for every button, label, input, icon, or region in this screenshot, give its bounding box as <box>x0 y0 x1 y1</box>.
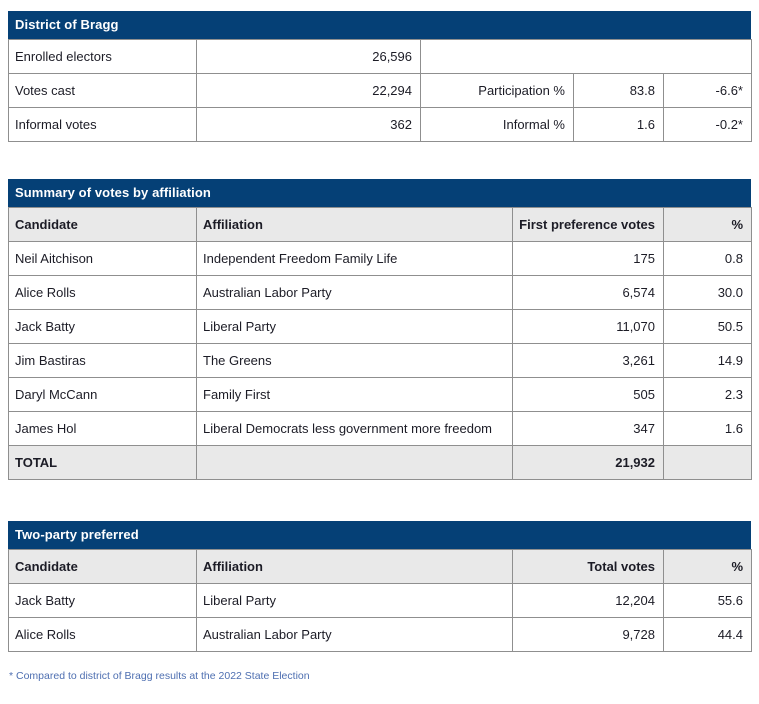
candidate-name: Jim Bastiras <box>9 344 197 378</box>
candidate-name: Jack Batty <box>9 584 197 618</box>
stat-value: 362 <box>197 108 421 142</box>
table-row <box>9 310 752 344</box>
votes: 11,070 <box>513 310 664 344</box>
affiliation: Liberal Party <box>197 584 513 618</box>
percent: 1.6 <box>664 412 752 446</box>
affiliation: Family First <box>197 378 513 412</box>
table-row <box>9 108 752 142</box>
candidate-name: Daryl McCann <box>9 378 197 412</box>
percent: 0.8 <box>664 242 752 276</box>
pct-label: Informal % <box>421 108 574 142</box>
table-row <box>9 344 752 378</box>
table-row <box>9 378 752 412</box>
affiliation: Australian Labor Party <box>197 276 513 310</box>
tpp-table-title: Two-party preferred <box>8 521 751 549</box>
percent: 30.0 <box>664 276 752 310</box>
table-row <box>9 74 752 108</box>
column-header-votes: First preference votes <box>513 208 664 242</box>
affiliation: Liberal Party <box>197 310 513 344</box>
column-header-affiliation: Affiliation <box>197 550 513 584</box>
change-value: -6.6* <box>664 74 752 108</box>
spacer <box>8 480 751 521</box>
affiliation: Independent Freedom Family Life <box>197 242 513 276</box>
table-row <box>9 618 752 652</box>
candidate-name: Neil Aitchison <box>9 242 197 276</box>
votes: 9,728 <box>513 618 664 652</box>
column-header-candidate: Candidate <box>9 550 197 584</box>
votes: 175 <box>513 242 664 276</box>
stat-value: 26,596 <box>197 40 421 74</box>
column-header-percent: % <box>664 208 752 242</box>
summary-table-title: Summary of votes by affiliation <box>8 179 751 207</box>
table-row <box>9 40 752 74</box>
footnote: * Compared to district of Bragg results at the 2022 State Election <box>9 670 310 682</box>
tpp-table <box>8 549 752 652</box>
column-header-row <box>9 550 752 584</box>
summary-table <box>8 207 752 480</box>
table-row <box>9 276 752 310</box>
table-row <box>9 412 752 446</box>
votes: 505 <box>513 378 664 412</box>
votes: 347 <box>513 412 664 446</box>
change-value: -0.2* <box>664 108 752 142</box>
total-label: TOTAL <box>9 446 197 480</box>
percent: 14.9 <box>664 344 752 378</box>
column-header-candidate: Candidate <box>9 208 197 242</box>
empty-cell <box>421 40 752 74</box>
votes: 12,204 <box>513 584 664 618</box>
affiliation: Australian Labor Party <box>197 618 513 652</box>
pct-value: 83.8 <box>574 74 664 108</box>
percent: 50.5 <box>664 310 752 344</box>
table-row <box>9 242 752 276</box>
candidate-name: James Hol <box>9 412 197 446</box>
stat-label: Enrolled electors <box>9 40 197 74</box>
pct-value: 1.6 <box>574 108 664 142</box>
column-header-percent: % <box>664 550 752 584</box>
district-table <box>8 39 752 142</box>
affiliation: The Greens <box>197 344 513 378</box>
pct-label: Participation % <box>421 74 574 108</box>
stat-value: 22,294 <box>197 74 421 108</box>
candidate-name: Alice Rolls <box>9 618 197 652</box>
table-row <box>9 584 752 618</box>
district-table-title: District of Bragg <box>8 11 751 39</box>
spacer <box>8 142 751 179</box>
stat-label: Informal votes <box>9 108 197 142</box>
votes: 6,574 <box>513 276 664 310</box>
total-votes: 21,932 <box>513 446 664 480</box>
affiliation: Liberal Democrats less government more freedom <box>197 412 513 446</box>
column-header-votes: Total votes <box>513 550 664 584</box>
total-row <box>9 446 752 480</box>
column-header-row <box>9 208 752 242</box>
candidate-name: Alice Rolls <box>9 276 197 310</box>
votes: 3,261 <box>513 344 664 378</box>
percent: 2.3 <box>664 378 752 412</box>
stat-label: Votes cast <box>9 74 197 108</box>
empty-cell <box>664 446 752 480</box>
percent: 55.6 <box>664 584 752 618</box>
column-header-affiliation: Affiliation <box>197 208 513 242</box>
empty-cell <box>197 446 513 480</box>
percent: 44.4 <box>664 618 752 652</box>
candidate-name: Jack Batty <box>9 310 197 344</box>
